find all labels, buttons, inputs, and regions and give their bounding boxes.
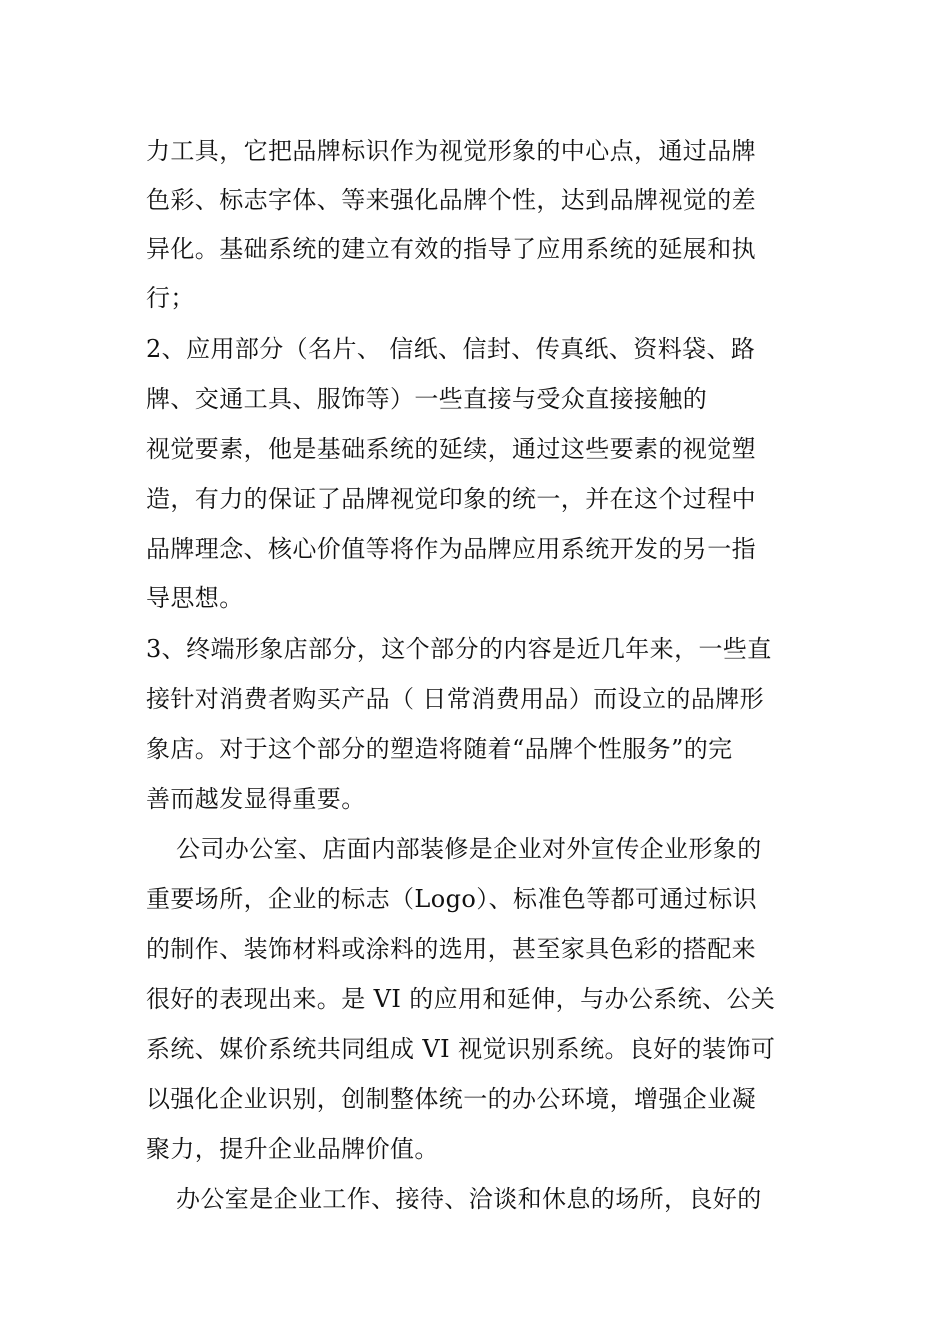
text-line: 办公室是企业工作、接待、洽谈和休息的场所，良好的	[176, 1185, 762, 1213]
text-line: 聚力，提升企业品牌价值。	[146, 1135, 439, 1163]
text-line: 系统、媒价系统共同组成 VI 视觉识别系统。良好的装饰可	[146, 1035, 776, 1063]
text-line: 3、终端形象店部分，这个部分的内容是近几年来，一些直	[146, 635, 772, 663]
text-line: 造，有力的保证了品牌视觉印象的统一，并在这个过程中	[146, 485, 756, 513]
text-line: 异化。基础系统的建立有效的指导了应用系统的延展和执	[146, 235, 756, 263]
text-line: 品牌理念、核心价值等将作为品牌应用系统开发的另一指	[146, 535, 756, 563]
text-line: 善而越发显得重要。	[146, 785, 366, 813]
text-line: 2、应用部分（名片、 信纸、信封、传真纸、资料袋、路	[146, 335, 756, 363]
text-line: 接针对消费者购买产品（ 日常消费用品）而设立的品牌形	[146, 685, 765, 713]
text-line: 的制作、装饰材料或涂料的选用，甚至家具色彩的搭配来	[146, 935, 756, 963]
text-line: 牌、交通工具、服饰等）一些直接与受众直接接触的	[146, 385, 708, 413]
text-line: 导思想。	[146, 584, 244, 612]
text-line: 视觉要素，他是基础系统的延续，通过这些要素的视觉塑	[146, 435, 756, 463]
text-line: 以强化企业识别，创制整体统一的办公环境，增强企业凝	[146, 1085, 756, 1113]
text-line: 公司办公室、店面内部装修是企业对外宣传企业形象的	[176, 835, 762, 863]
text-line: 重要场所，企业的标志（Logo）、标准色等都可通过标识	[146, 885, 757, 913]
text-line: 象店。对于这个部分的塑造将随着“品牌个性服务”的完	[146, 735, 733, 763]
text-line: 色彩、标志字体、等来强化品牌个性，达到品牌视觉的差	[146, 186, 756, 214]
text-line: 行；	[146, 284, 195, 312]
text-line: 很好的表现出来。是 VI 的应用和延伸，与办公系统、公关	[146, 985, 776, 1013]
text-line: 力工具，它把品牌标识作为视觉形象的中心点，通过品牌	[146, 137, 756, 165]
